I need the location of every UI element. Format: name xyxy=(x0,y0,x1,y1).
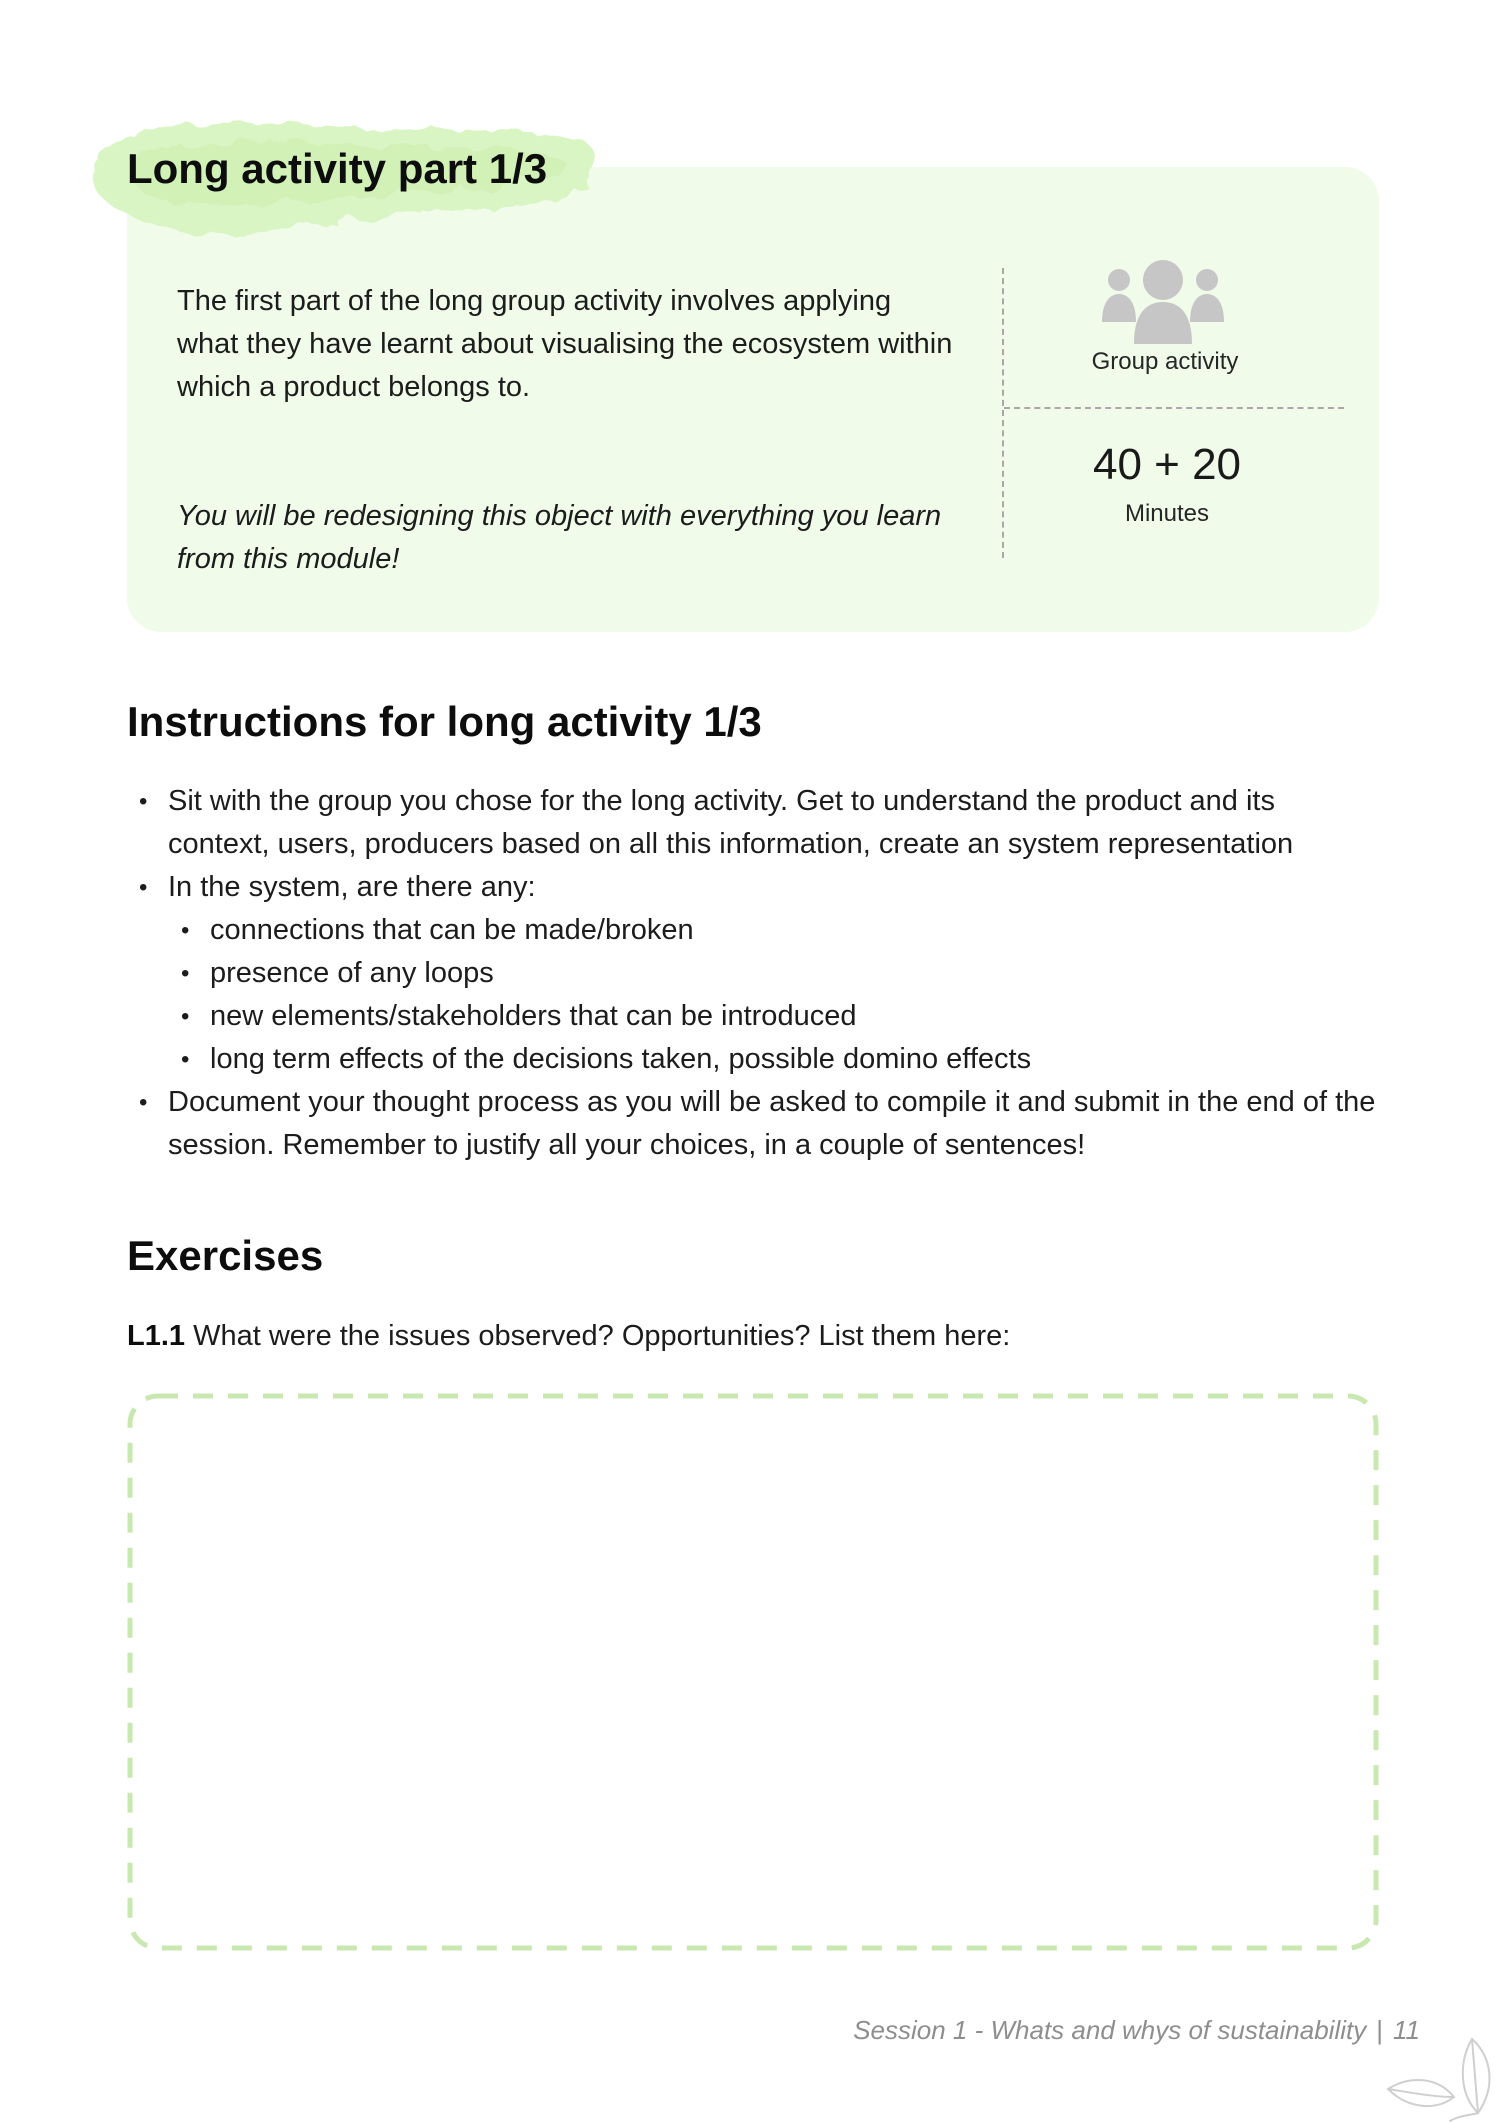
instructions-heading: Instructions for long activity 1/3 xyxy=(127,698,762,745)
instruction-sub-item: • presence of any loops xyxy=(168,952,1377,995)
instructions-list xyxy=(127,780,1377,1167)
footer-session-text: Session 1 - Whats and whys of sustainability xyxy=(853,2015,1367,2045)
activity-type-label: Group activity xyxy=(1091,348,1239,375)
activity-description: The first part of the long group activity involves applying what they have learnt about visualising the ecosystem within which a product belongs to. xyxy=(177,285,953,403)
activity-title: Long activity part 1/3 xyxy=(127,145,548,192)
footer-separator: | xyxy=(1376,2015,1383,2045)
instruction-sub-item: • long term effects of the decisions taken, possible domino effects xyxy=(168,1038,1377,1081)
instruction-item: • Sit with the group you chose for the long activity. Get to understand the product and its context, users, producers based on all this information, create an system representation xyxy=(127,780,1377,866)
instruction-item: • In the system, are there any: • connections that can be made/broken • presence of any loops • new elements/stakeholders that can be introduced • long term effects of the decisions taken, possible domino effects xyxy=(127,866,1377,1081)
exercises-heading: Exercises xyxy=(127,1232,324,1279)
instruction-sub-list xyxy=(168,909,1377,1081)
people-group-icon xyxy=(1100,258,1226,344)
answer-box[interactable] xyxy=(127,1393,1379,1951)
duration-unit-label: Minutes xyxy=(1124,500,1210,527)
instruction-sub-item: • connections that can be made/broken xyxy=(168,909,1377,952)
exercise-question xyxy=(127,1320,1010,1353)
question-text: What were the issues observed? Opportunities? List them here: xyxy=(193,1320,1011,1352)
instruction-item: • Document your thought process as you will be asked to compile it and submit in the end of the session. Remember to justify all your choices, in a couple of sentences! xyxy=(127,1081,1377,1167)
page-number: 11 xyxy=(1393,2015,1420,2045)
question-number: L1.1 xyxy=(127,1320,186,1352)
leaf-logo-icon xyxy=(1380,2035,1500,2123)
card-horizontal-divider xyxy=(1004,407,1344,409)
activity-note: You will be redesigning this object with everything you learn from this module! xyxy=(177,500,942,575)
duration-value: 40 + 20 xyxy=(1092,440,1242,489)
page-footer xyxy=(853,2015,1420,2046)
instruction-sub-item: • new elements/stakeholders that can be introduced xyxy=(168,995,1377,1038)
